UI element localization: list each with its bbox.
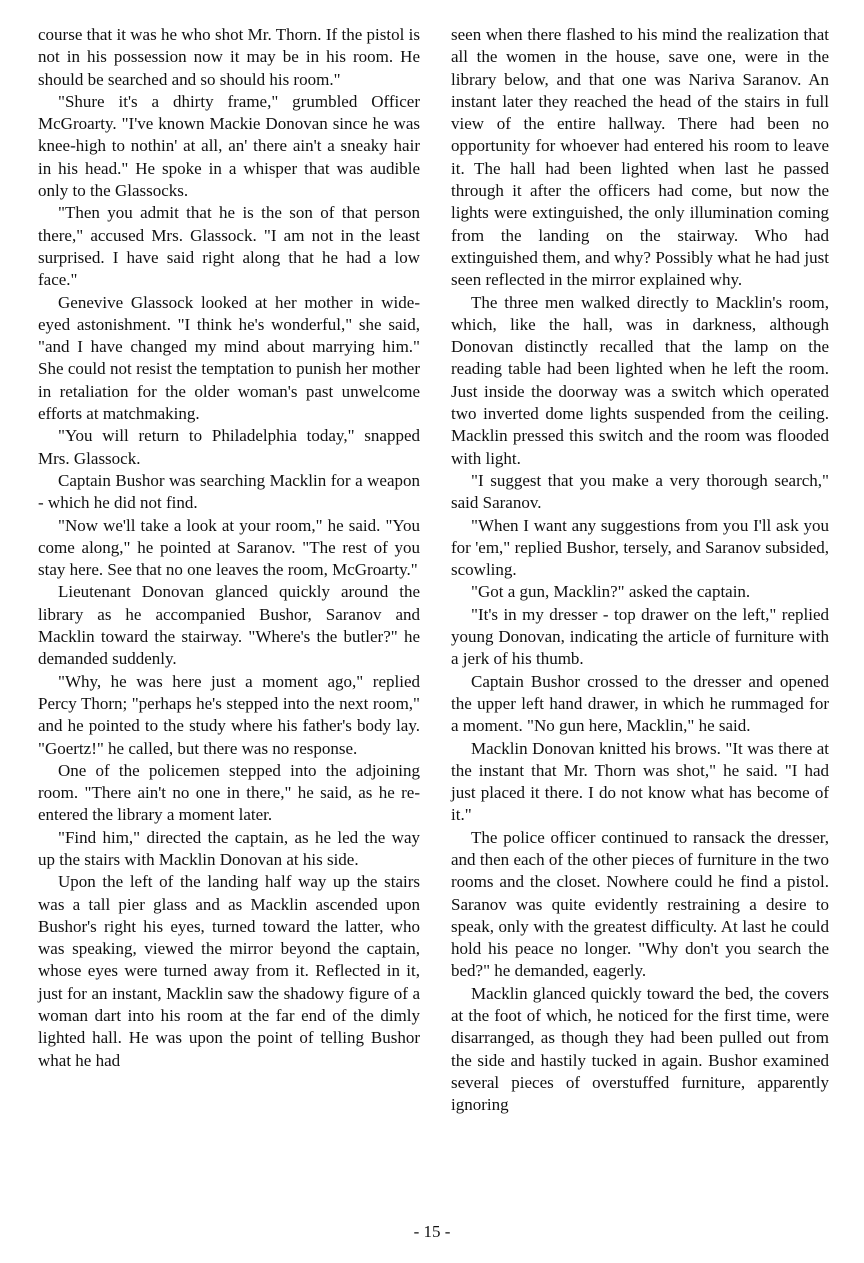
paragraph: Lieutenant Donovan glanced quickly around the library as he accompanied Bushor, Saranov and Macklin toward the stairway. "Where's the butler?" he demanded suddenly.	[38, 582, 420, 669]
paragraph: "Why, he was here just a moment ago," replied Percy Thorn; "perhaps he's stepped into the next room," and he pointed to the study where his father's body lay. "Goertz!" he called, but there was no response.	[38, 671, 420, 758]
paragraph: Upon the left of the landing half way up the stairs was a tall pier glass and as Macklin ascended upon Bushor's right his eyes, turned toward the latter, who was speaking, viewed the mirror beyond the captain, whose eyes were turned away from it. Reflected in it, just for an instant, Macklin saw the shadowy figure of a woman dart into his room at the far end of the dimly lighted hall. He was upon the point of telling Bushor what he had	[38, 872, 420, 1070]
paragraph: "You will return to Philadelphia today," snapped Mrs. Glassock.	[38, 426, 420, 468]
paragraph: course that it was he who shot Mr. Thorn. If the pistol is not in his possession now it may be in his room. He should be searched and so should his room."	[38, 25, 420, 89]
left-text-column	[38, 24, 420, 1072]
paragraph: "It's in my dresser - top drawer on the left," replied young Donovan, indicating the article of furniture with a jerk of his thumb.	[451, 604, 829, 669]
paragraph: Macklin glanced quickly toward the bed, the covers at the foot of which, he noticed for the first time, were disarranged, as though they had been pulled out from the side and hastily tucked in again. Bushor examined several pieces of overstuffed furniture, apparently ignoring	[451, 983, 829, 1115]
paragraph: seen when there flashed to his mind the realization that all the women in the house, save one, were in the library below, and that one was Nariva Saranov. An instant later they reached the head of the stairs in full view of the entire hallway. There had been no opportunity for whoever had entered his room to leave it. The hall had been lighted when last he passed through it after the officers had come, but now the lights were extinguished, the only illumination coming from the landing on the stairway. Who had extinguished them, and why? Possibly what he had just seen reflected in the mirror explained why.	[451, 25, 829, 290]
right-text-column	[451, 24, 829, 1117]
paragraph: Genevive Glassock looked at her mother in wide-eyed astonishment. "I think he's wonderful," she said, "and I have changed my mind about marrying him." She could not resist the temptation to punish her mother in retaliation for the older woman's past unwelcome efforts at matchmaking.	[38, 292, 420, 424]
paragraph: "Shure it's a dhirty frame," grumbled Officer McGroarty. "I've known Mackie Donovan since he was knee-high to nothin' at all, an' there ain't a sneaky hair in his head." He spoke in a whisper that was audible only to the Glassocks.	[38, 91, 420, 201]
paragraph: "I suggest that you make a very thorough search," said Saranov.	[451, 470, 829, 513]
paragraph: One of the policemen stepped into the adjoining room. "There ain't no one in there," he said, as he re-entered the library a moment later.	[38, 760, 420, 825]
paragraph: The three men walked directly to Macklin's room, which, like the hall, was in darkness, although Donovan distinctly recalled that the lamp on the reading table had been lighted when he left the room. Just inside the doorway was a switch which operated two inverted dome lights suspended from the ceiling. Macklin pressed this switch and the room was flooded with light.	[451, 292, 829, 468]
paragraph: "Then you admit that he is the son of that person there," accused Mrs. Glassock. "I am not in the least surprised. I have said right along that he had a low face."	[38, 203, 420, 290]
paragraph: Macklin Donovan knitted his brows. "It was there at the instant that Mr. Thorn was shot," he said. "I had just placed it there. I do not know what has become of it."	[451, 738, 829, 825]
paragraph: "Now we'll take a look at your room," he said. "You come along," he pointed at Saranov. "The rest of you stay here. See that no one leaves the room, McGroarty."	[38, 515, 420, 580]
paragraph: The police officer continued to ransack the dresser, and then each of the other pieces of furniture in the two rooms and the closet. Nowhere could he find a pistol. Saranov was quite evidently restraining a desire to speak, only with the greatest difficulty. At last he could hold his peace no longer. "Why don't you search the bed?" he demanded, eagerly.	[451, 827, 829, 981]
paragraph: Captain Bushor crossed to the dresser and opened the upper left hand drawer, in which he rummaged for a moment. "No gun here, Macklin," he said.	[451, 671, 829, 736]
page-number: - 15 -	[413, 1222, 451, 1241]
paragraph: Captain Bushor was searching Macklin for a weapon - which he did not find.	[38, 470, 420, 513]
paragraph: "Got a gun, Macklin?" asked the captain.	[471, 582, 751, 602]
paragraph: "When I want any suggestions from you I'll ask you for 'em," replied Bushor, tersely, and Saranov subsided, scowling.	[451, 515, 829, 580]
paragraph: "Find him," directed the captain, as he led the way up the stairs with Macklin Donovan at his side.	[38, 827, 420, 869]
